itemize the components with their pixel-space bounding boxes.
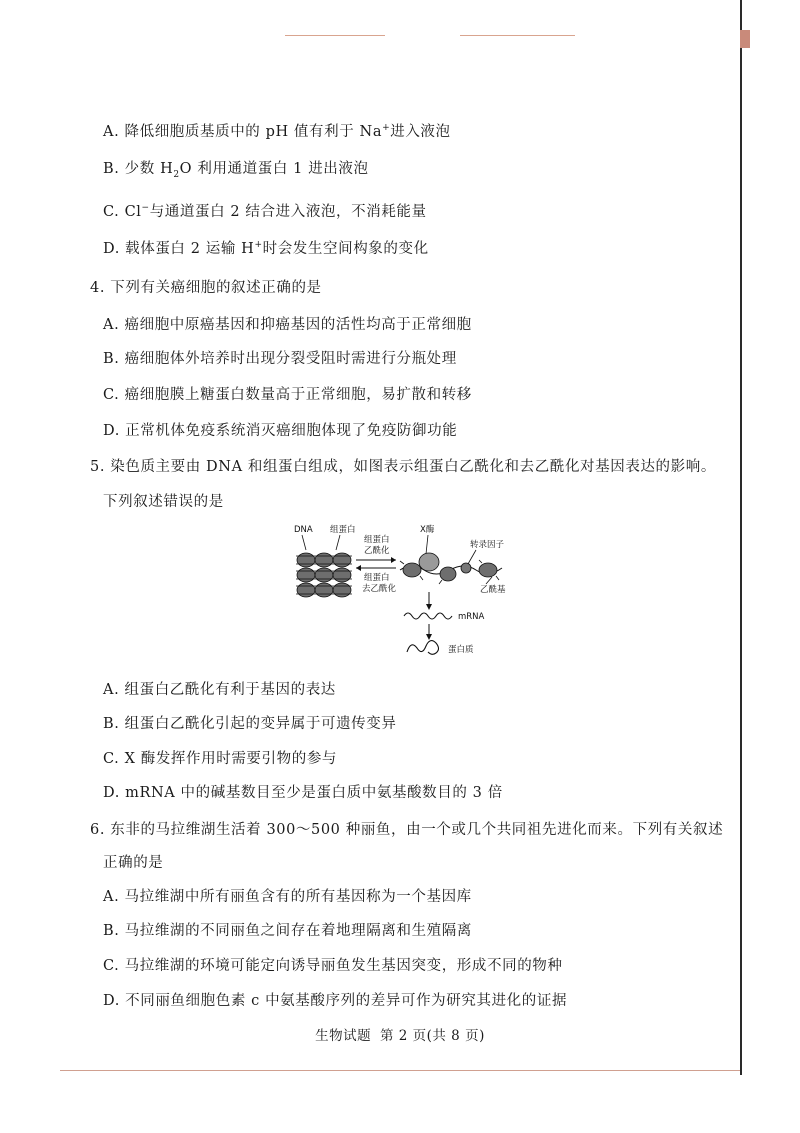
dna-pointer (302, 535, 306, 550)
figure-label-acetyl: 乙酰基 (480, 585, 506, 595)
q5-stem-line2: 下列叙述错误的是 (103, 494, 224, 510)
q5-option-d: D. mRNA 中的碱基数目至少是蛋白质中氨基酸数目的 3 倍 (103, 785, 503, 801)
figure-label-tf: 转录因子 (470, 540, 505, 550)
q5-option-a: A. 组蛋白乙酰化有利于基因的表达 (103, 682, 336, 698)
top-rule-right (460, 35, 575, 36)
mrna-wave (404, 613, 452, 619)
figure-label-histone: 组蛋白 (330, 525, 356, 535)
bottom-rule (60, 1070, 740, 1071)
q6-stem-line1: 6. 东非的马拉维湖生活着 300～500 种丽鱼，由一个或几个共同祖先进化而来。下列有关叙述 (90, 822, 724, 838)
nucleosome-2 (440, 567, 456, 581)
q6-option-b: B. 马拉维湖的不同丽鱼之间存在着地理隔离和生殖隔离 (103, 923, 472, 939)
scan-mark (740, 30, 750, 48)
page-footer (0, 1024, 800, 1044)
q6-option-a: A. 马拉维湖中所有丽鱼含有的所有基因称为一个基因库 (103, 889, 472, 905)
q4-option-c: C. 癌细胞膜上糖蛋白数量高于正常细胞，易扩散和转移 (103, 387, 472, 403)
q6-stem-line2: 正确的是 (103, 855, 164, 871)
figure-label-x-enzyme: X酶 (420, 525, 435, 535)
top-rule-left (285, 35, 385, 36)
q4-stem: 4. 下列有关癌细胞的叙述正确的是 (90, 280, 322, 296)
figure-label-acet-2: 乙酰化 (364, 546, 390, 556)
footer-page-number: 第 2 页(共 8 页) (379, 1028, 485, 1044)
q5-stem-line1: 5. 染色质主要由 DNA 和组蛋白组成，如图表示组蛋白乙酰化和去乙酰化对基因表达的影响。 (90, 459, 716, 475)
histone-acetylation-figure (292, 520, 520, 665)
nucleosome-3 (479, 563, 497, 577)
figure-label-deacet-2: 去乙酰化 (362, 584, 397, 594)
q3-option-b: B. 少数 $H_2O$ 利用通道蛋白 1 进出液泡 (103, 161, 369, 180)
protein-coil (407, 641, 439, 655)
figure-label-deacet-1: 组蛋白 (364, 573, 390, 583)
q4-option-a: A. 癌细胞中原癌基因和抑癌基因的活性均高于正常细胞 (103, 317, 472, 333)
x-enzyme-blob (419, 553, 439, 571)
condensed-chromatin (296, 553, 352, 597)
figure-label-dna: DNA (294, 525, 313, 535)
footer-subject: 生物试题 (315, 1028, 372, 1044)
q4-option-b: B. 癌细胞体外培养时出现分裂受阻时需进行分瓶处理 (103, 351, 457, 367)
q3-option-c: C. Cl−与通道蛋白 2 结合进入液泡，不消耗能量 (103, 203, 427, 220)
q3-option-d: D. 载体蛋白 2 运输 H+时会发生空间构象的变化 (103, 240, 429, 257)
figure-label-protein: 蛋白质 (448, 645, 474, 655)
q5-option-b: B. 组蛋白乙酰化引起的变异属于可遗传变异 (103, 716, 397, 732)
figure-label-acet-1: 组蛋白 (364, 535, 390, 545)
q3-option-a: A. 降低细胞质基质中的 pH 值有利于 Na+进入液泡 (103, 123, 451, 140)
figure-label-mrna: mRNA (458, 612, 485, 622)
histone-pointer (336, 535, 340, 550)
q4-option-d: D. 正常机体免疫系统消灭癌细胞体现了免疫防御功能 (103, 423, 458, 439)
q6-option-c: C. 马拉维湖的环境可能定向诱导丽鱼发生基因突变，形成不同的物种 (103, 958, 563, 974)
tf-blob (461, 563, 471, 573)
q6-option-d: D. 不同丽鱼细胞色素 c 中氨基酸序列的差异可作为研究其进化的证据 (103, 993, 568, 1009)
nucleosome-1 (403, 563, 421, 577)
q5-option-c: C. X 酶发挥作用时需要引物的参与 (103, 751, 338, 767)
